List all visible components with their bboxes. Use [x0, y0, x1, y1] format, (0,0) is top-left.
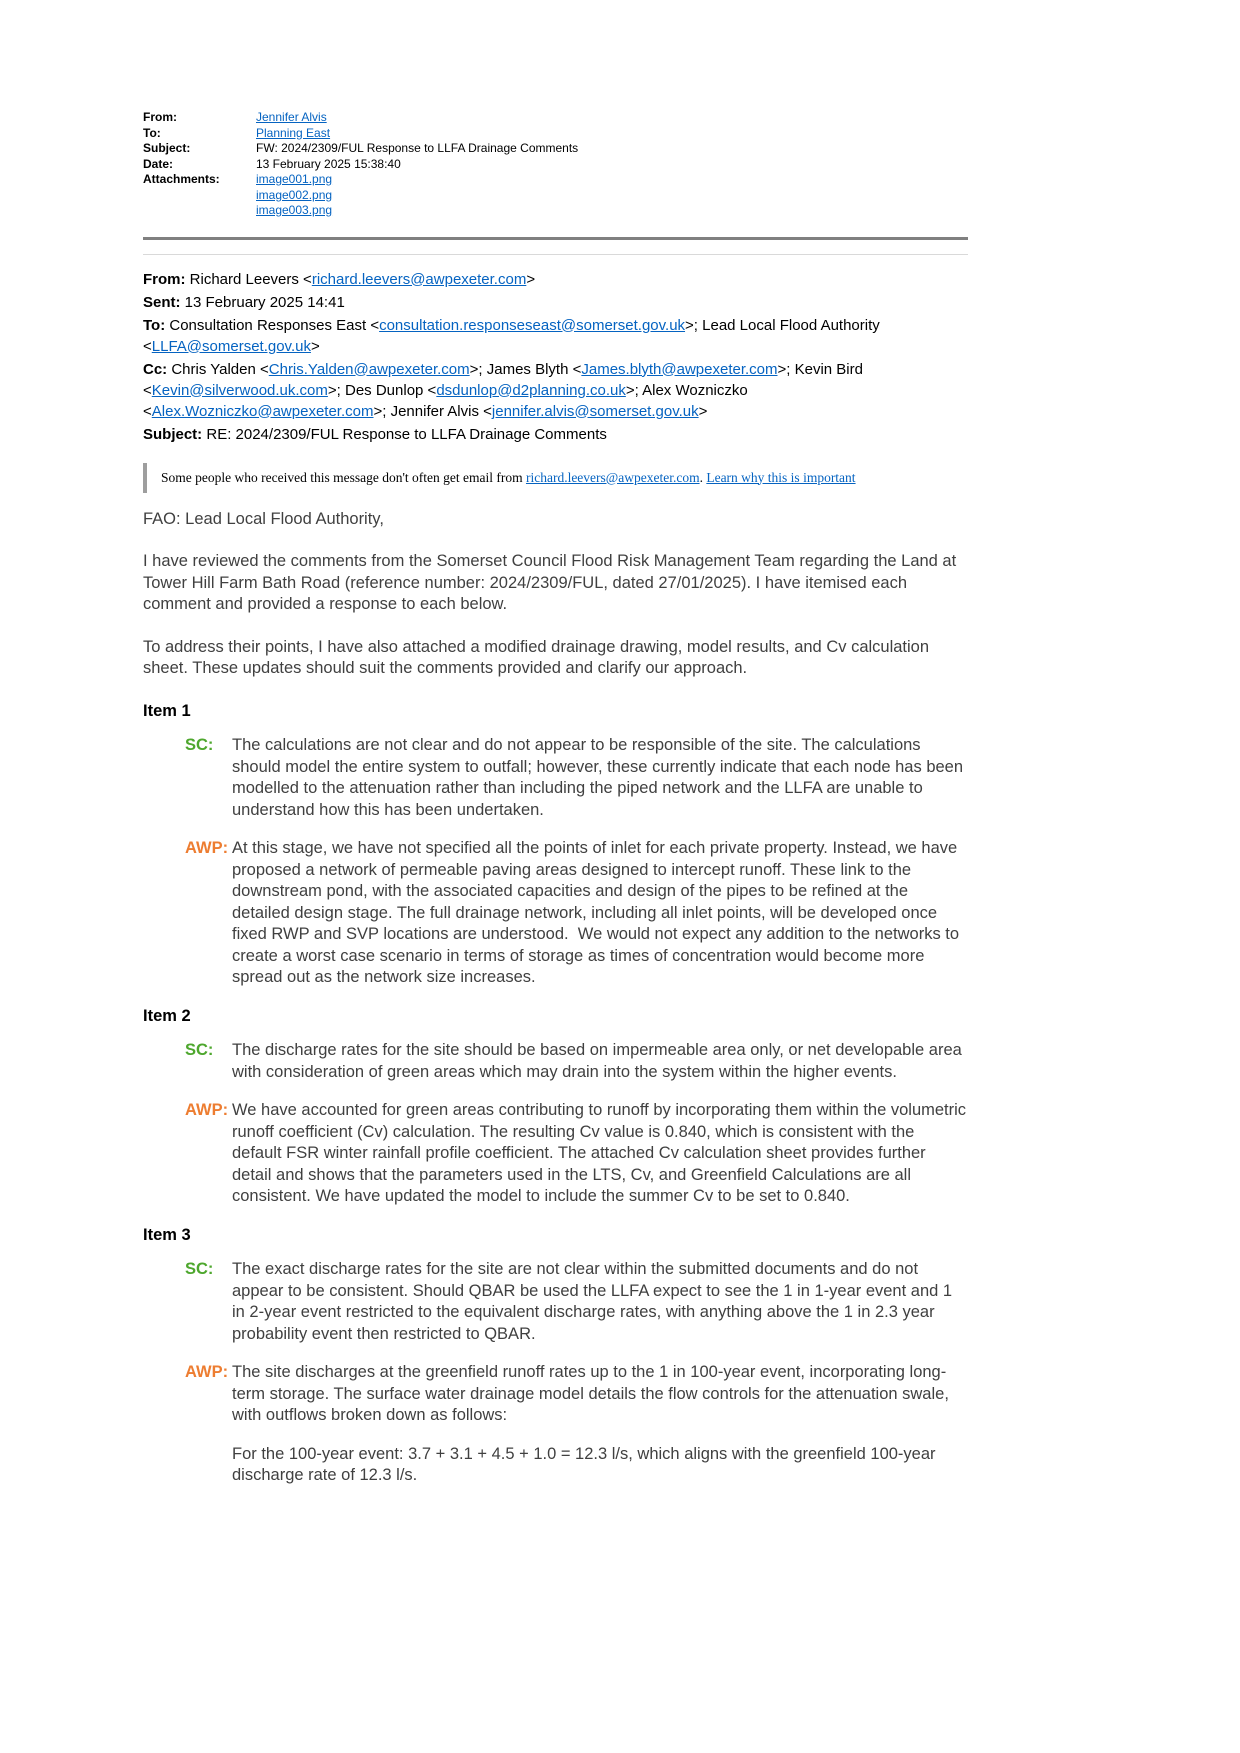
quoted-subject-value: RE: 2024/2309/FUL Response to LLFA Drainage Comments	[202, 425, 607, 443]
quoted-to-seg: >	[310, 337, 320, 355]
quoted-cc-seg: >; James Blyth <	[469, 360, 582, 378]
quoted-cc-seg: >; Des Dunlop <	[327, 381, 437, 399]
item-2-awp-block	[143, 1100, 971, 1208]
date-value: 13 February 2025 15:38:40	[256, 156, 401, 171]
awp-text: We have accounted for green areas contributing to runoff by incorporating them within the volumetric runoff coefficient (Cv) calculation. The resulting Cv value is 0.840, which is consistent with the default FSR winter rainfall profile coefficient. The attached Cv calculation sheet provides further detail and shows that the parameters used in the LTS, Cv, and Greenfield Calculations are all consistent. We have updated the model to include the summer Cv to be set to 0.840.	[232, 1101, 971, 1205]
quoted-cc-line	[143, 359, 968, 422]
item-3-awp-extra: For the 100-year event: 3.7 + 3.1 + 4.5 + 1.0 = 12.3 l/s, which aligns with the greenfield 100-year discharge rate of 12.3 l/s.	[232, 1444, 941, 1484]
sc-text: The discharge rates for the site should be based on impermeable area only, or net developable area with consideration of green areas which may drain into the system within the higher events.	[232, 1041, 967, 1081]
email-link[interactable]: richard.leevers@awpexeter.com	[311, 270, 527, 288]
to-value-link[interactable]: Planning East	[256, 125, 331, 140]
quoted-sent-line	[143, 292, 968, 313]
header-row-date	[143, 157, 968, 173]
quoted-cc-seg: >; Alex Wozniczko <	[143, 381, 752, 420]
item-2-title: Item 2	[143, 1006, 191, 1025]
subject-value: FW: 2024/2309/FUL Response to LLFA Drainage Comments	[256, 141, 579, 155]
quoted-from-close: >	[526, 270, 536, 288]
header-row-subject	[143, 141, 968, 157]
quoted-to-seg: Consultation Responses East <	[165, 316, 380, 334]
item-1-awp-block	[143, 838, 968, 989]
attachments-label: Attachments:	[143, 172, 220, 186]
quoted-subject-label: Subject:	[143, 425, 203, 443]
quoted-to-line	[143, 315, 968, 357]
external-sender-banner	[143, 463, 968, 493]
header-row-from	[143, 110, 968, 126]
learn-why-link[interactable]: Learn why this is important	[706, 469, 856, 485]
sender-email-link[interactable]: richard.leevers@awpexeter.com	[525, 469, 700, 485]
quoted-from-line	[143, 269, 968, 290]
quoted-cc-seg: Chris Yalden <	[167, 360, 269, 378]
email-link[interactable]: James.blyth@awpexeter.com	[581, 360, 778, 378]
email-link[interactable]: jennifer.alvis@somerset.gov.uk	[491, 402, 699, 420]
email-link[interactable]: consultation.responseseast@somerset.gov.uk	[379, 316, 686, 334]
quoted-cc-seg: >; Kevin Bird <	[143, 360, 868, 399]
awp-label: AWP:	[185, 1101, 229, 1119]
email-body	[143, 509, 971, 1487]
sc-text: The calculations are not clear and do not appear to be responsible of the site. The calculations should model the entire system to outfall; however, these currently indicate that each node has been modelled to the attenuation rather than including the piped network and the LLFA are unable to understand how this has been undertaken.	[232, 736, 968, 819]
to-value	[256, 126, 968, 142]
quoted-cc-seg: >	[698, 402, 708, 420]
attachment-link[interactable]: image002.png	[256, 187, 333, 202]
sc-label: SC:	[185, 736, 214, 754]
sc-label: SC:	[185, 1041, 214, 1059]
from-value-link[interactable]: Jennifer Alvis	[256, 110, 327, 124]
quoted-sent-label: Sent:	[143, 293, 181, 311]
quoted-to-label: To:	[143, 316, 166, 334]
attachments-paragraph: To address their points, I have also attached a modified drainage drawing, model results, and Cv calculation sheet. These updates should suit the comments provided and clarify our approach.	[143, 637, 934, 677]
quoted-from-name: Richard Leevers <	[185, 270, 312, 288]
header-divider	[143, 237, 968, 240]
item-3-title: Item 3	[143, 1225, 191, 1244]
reply-divider	[143, 254, 968, 255]
attachment-link[interactable]: image001.png	[256, 172, 333, 186]
email-link[interactable]: LLFA@somerset.gov.uk	[151, 337, 311, 355]
quoted-sent-value: 13 February 2025 14:41	[180, 293, 345, 311]
banner-bar	[143, 463, 147, 493]
item-1-sc-block	[143, 735, 968, 821]
fao-line: FAO: Lead Local Flood Authority,	[143, 509, 384, 528]
quoted-cc-label: Cc:	[143, 360, 168, 378]
email-link[interactable]: dsdunlop@d2planning.co.uk	[436, 381, 626, 399]
item-1-title: Item 1	[143, 701, 191, 720]
header-row-attachments	[143, 172, 968, 219]
attachments-list	[256, 172, 968, 219]
intro-paragraph: I have reviewed the comments from the Somerset Council Flood Risk Management Team regarding the Land at Tower Hill Farm Bath Road (reference number: 2024/2309/FUL, dated 27/01/2025). I have itemised each comment and provided a response to each below.	[143, 552, 961, 613]
banner-text-mid: .	[699, 469, 707, 485]
quoted-to-seg: >; Lead Local Flood Authority <	[143, 316, 884, 355]
quoted-header	[143, 269, 968, 445]
email-link[interactable]: Chris.Yalden@awpexeter.com	[268, 360, 470, 378]
awp-label: AWP:	[185, 1363, 229, 1381]
to-label: To:	[143, 125, 161, 140]
banner-text	[161, 463, 856, 493]
date-label: Date:	[143, 156, 174, 171]
item-3-awp-block	[143, 1362, 968, 1427]
message-header	[143, 110, 968, 219]
awp-label: AWP:	[185, 839, 229, 857]
quoted-cc-seg: >; Jennifer Alvis <	[373, 402, 492, 420]
awp-text: At this stage, we have not specified all the points of inlet for each private property. Instead, we have proposed a network of permeable paving areas designed to intercept runoff. These link to the downstream pond, with the associated capacities and design of the pipes to be refined at the detailed design stage. The full drainage network, including all inlet points, will be developed once fixed RWP and SVP locations are understood. We would not expect any addition to the networks to create a worst case scenario in terms of storage as times of concentration would become more spread out as the network size increases.	[232, 839, 964, 986]
sc-label: SC:	[185, 1260, 214, 1278]
item-2-sc-block	[143, 1040, 968, 1083]
quoted-subject-line	[143, 424, 968, 445]
awp-text: The site discharges at the greenfield runoff rates up to the 1 in 100-year event, incorporating long-term storage. The surface water drainage model details the flow controls for the attenuation swale, with outflows broken down as follows:	[232, 1363, 954, 1424]
banner-text-pre: Some people who received this message don't often get email from	[161, 469, 526, 485]
attachment-link[interactable]: image003.png	[256, 203, 333, 217]
email-link[interactable]: Alex.Wozniczko@awpexeter.com	[151, 402, 374, 420]
quoted-from-label: From:	[143, 270, 186, 288]
item-3-sc-block	[143, 1259, 968, 1345]
from-label: From:	[143, 110, 177, 124]
sc-text: The exact discharge rates for the site are not clear within the submitted documents and do not appear to be consistent. Should QBAR be used the LLFA expect to see the 1 in 1-year event and 1 in 2-year event restricted to the equivalent discharge rates, with anything above the 1 in 2.3 year probability event then restricted to QBAR.	[232, 1260, 957, 1343]
from-value	[256, 110, 968, 126]
subject-label: Subject:	[143, 141, 191, 155]
email-link[interactable]: Kevin@silverwood.uk.com	[151, 381, 328, 399]
header-row-to	[143, 126, 968, 142]
